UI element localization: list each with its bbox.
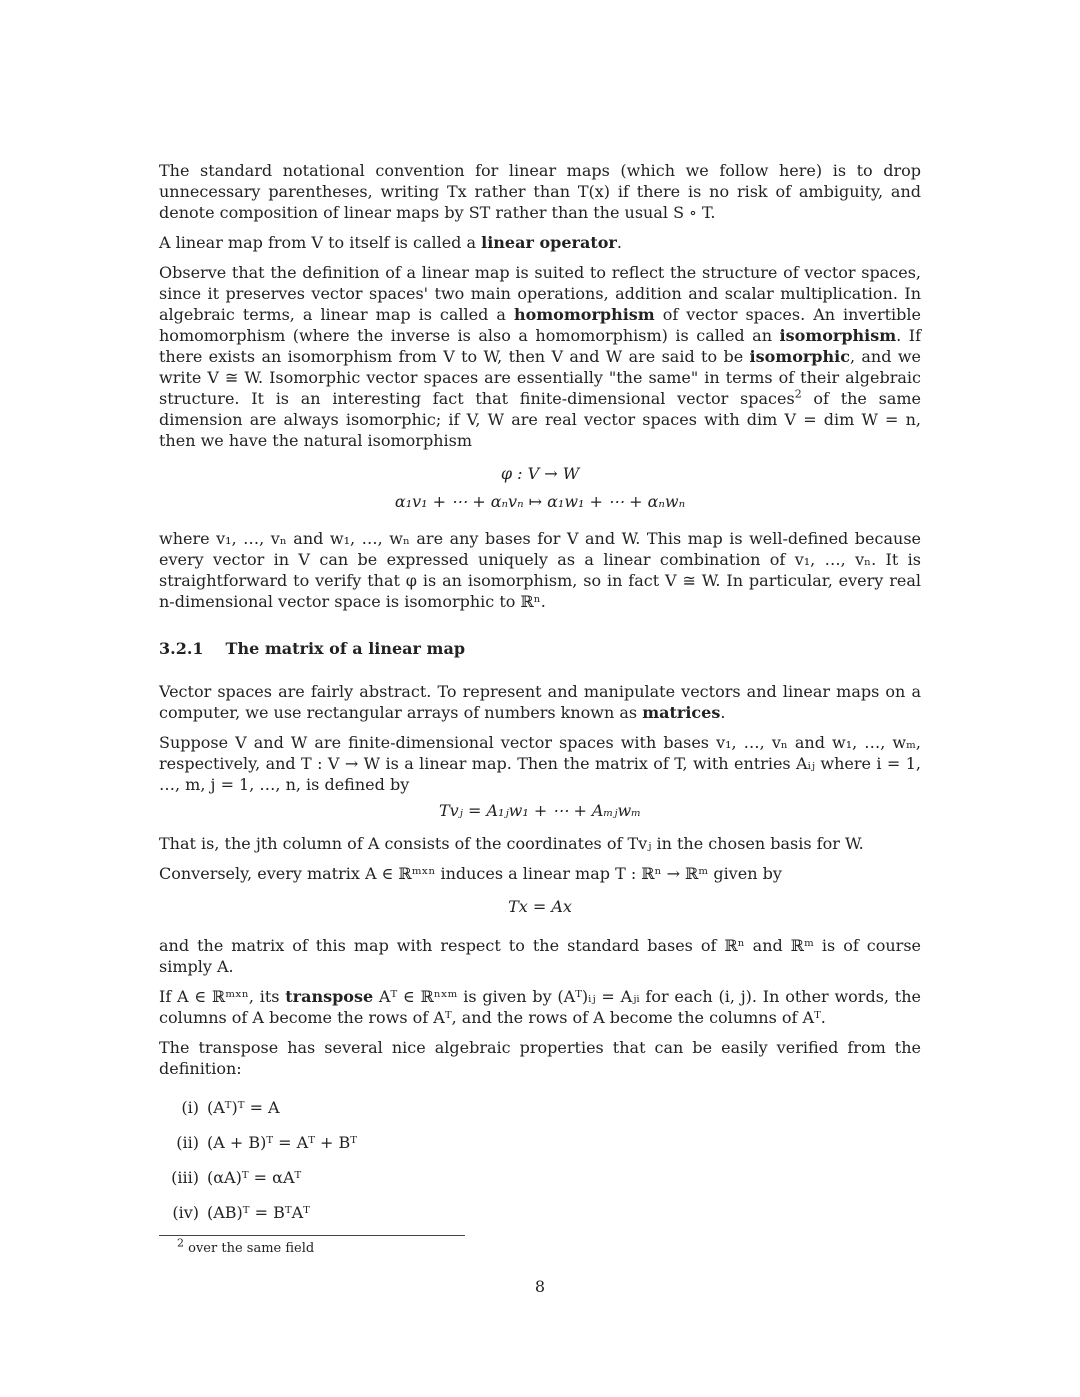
paragraph-conversely: Conversely, every matrix A ∈ ℝᵐˣⁿ induces a linear map T : ℝⁿ → ℝᵐ given by	[159, 864, 782, 883]
display-equation-matrix: Tvⱼ = A₁ⱼw₁ + ⋯ + Aₘⱼwₘ	[438, 801, 642, 820]
display-equation-isomorphism	[159, 460, 921, 516]
term-homomorphism: homomorphism	[513, 305, 655, 324]
paragraph-matrices	[159, 681, 921, 723]
paragraph-standard-bases: and the matrix of this map with respect to the standard bases of ℝⁿ and ℝᵐ is of course simply A.	[159, 936, 921, 976]
equation-line: φ : V → W	[500, 464, 580, 483]
footnote-rule	[159, 1235, 465, 1236]
list-item	[159, 1097, 921, 1118]
term-matrices: matrices	[642, 703, 721, 722]
page-number: 8	[534, 1277, 546, 1296]
text: Observe that the definition of a linear map is suited to reflect the structure of vector spaces, since it preserves vector spaces' two main operations, addition and scalar multiplication. In algebraic terms, a linear map is called a	[159, 263, 921, 324]
text: of the same dimension are always isomorphic; if V, W are real vector spaces with dim V = dim W = n, then we have the natural isomorphism	[159, 389, 922, 450]
list-item	[159, 1202, 921, 1223]
text: .	[616, 233, 622, 252]
section-heading	[159, 638, 921, 659]
item-label: (iii)	[171, 1168, 199, 1187]
properties-list	[159, 1097, 921, 1223]
item-formula: (A + B)ᵀ = Aᵀ + Bᵀ	[207, 1133, 357, 1152]
section-title: The matrix of a linear map	[225, 639, 466, 658]
list-item	[159, 1167, 921, 1188]
item-formula: (Aᵀ)ᵀ = A	[207, 1098, 280, 1117]
text: Vector spaces are fairly abstract. To represent and manipulate vectors and linear maps on a computer, we use rectangular arrays of numbers known as	[159, 682, 921, 722]
item-label: (i)	[181, 1098, 199, 1117]
display-equation-tx: Tx = Ax	[508, 897, 572, 916]
text: If A ∈ ℝᵐˣⁿ, its	[159, 987, 286, 1006]
paragraph-transpose	[159, 986, 921, 1028]
text: .	[720, 703, 726, 722]
footnote-mark: 2	[794, 387, 802, 401]
page-content	[159, 160, 921, 1259]
paragraph-notation: The standard notational convention for linear maps (which we follow here) is to drop unnecessary parentheses, writing Tx rather than T(x) if there is no risk of ambiguity, and denote composition of linear maps by ST rather than the usual S ∘ T.	[159, 161, 921, 222]
paragraph-properties-intro: The transpose has several nice algebraic properties that can be easily verified from the definition:	[159, 1038, 921, 1078]
item-label: (ii)	[176, 1133, 199, 1152]
text: , and we write V ≅ W. Isomorphic vector spaces are essentially "the same" in terms of their algebraic structure. It is an interesting fact that finite-dimensional vector spaces	[159, 347, 921, 408]
text: of vector spaces. An invertible homomorphism (where the inverse is also a homomorphism) is called an	[159, 305, 922, 345]
section-number: 3.2.1	[159, 639, 204, 658]
term-transpose: transpose	[285, 987, 374, 1006]
paragraph-linear-operator	[159, 232, 921, 253]
paragraph-homomorphism	[159, 262, 921, 451]
list-item	[159, 1132, 921, 1153]
paragraph-matrix-definition: Suppose V and W are finite-dimensional vector spaces with bases v₁, …, vₙ and w₁, …, wₘ, respectively, and T : V → W is a linear map. Then the matrix of T, with entries Aᵢⱼ where i = 1, …, m, j = 1, …, n, is defined by	[159, 733, 921, 794]
term-linear-operator: linear operator	[481, 233, 617, 252]
term-isomorphic: isomorphic	[749, 347, 850, 366]
text: Aᵀ ∈ ℝⁿˣᵐ is given by (Aᵀ)ᵢⱼ = Aⱼᵢ for each (i, j). In other words, the columns of A become the rows of Aᵀ, and the rows of A become the columns of Aᵀ.	[159, 987, 921, 1027]
text: . If there exists an isomorphism from V to W, then V and W are said to be	[159, 326, 921, 366]
equation-line: α₁v₁ + ⋯ + αₙvₙ ↦ α₁w₁ + ⋯ + αₙwₙ	[394, 492, 686, 511]
paragraph-well-defined: where v₁, …, vₙ and w₁, …, wₙ are any bases for V and W. This map is well-defined because every vector in V can be expressed uniquely as a linear combination of v₁, …, vₙ. It is straightforward to verify that φ is an isomorphism, so in fact V ≅ W. In particular, every real n-dimensional vector space is isomorphic to ℝⁿ.	[159, 529, 921, 611]
item-formula: (αA)ᵀ = αAᵀ	[207, 1168, 302, 1187]
footnote	[177, 1238, 921, 1259]
text: A linear map from V to itself is called a	[159, 233, 482, 252]
item-label: (iv)	[172, 1203, 199, 1222]
paragraph-column: That is, the jth column of A consists of the coordinates of Tvⱼ in the chosen basis for W.	[159, 834, 864, 853]
footnote-number: 2	[177, 1236, 184, 1250]
term-isomorphism: isomorphism	[779, 326, 897, 345]
item-formula: (AB)ᵀ = BᵀAᵀ	[207, 1203, 310, 1222]
footnote-text: over the same field	[188, 1241, 315, 1256]
